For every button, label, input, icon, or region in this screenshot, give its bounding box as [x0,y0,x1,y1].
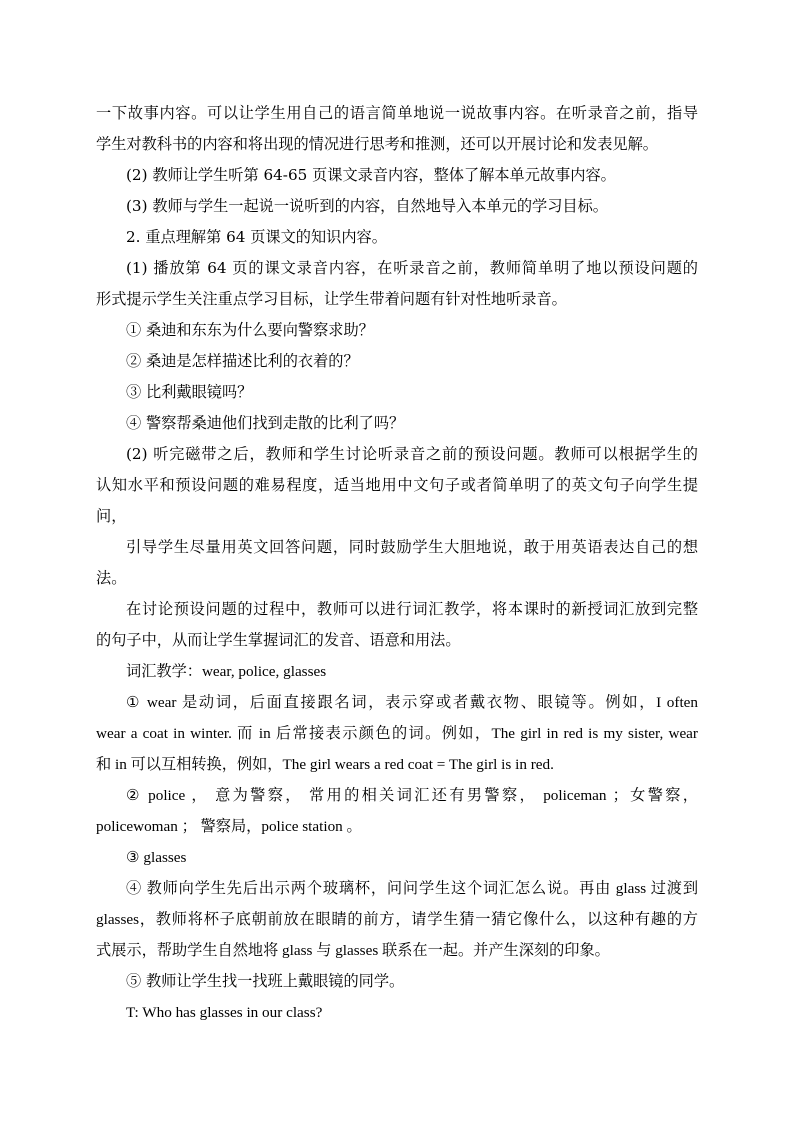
glasses-explanation-line-1: ④ 教师向学生先后出示两个玻璃杯，问问学生这个词汇怎么说。再由 glass 过渡到 [126,880,698,897]
section-2-heading: 2. 重点理解第 64 页课文的知识内容。 [126,228,387,246]
wear-explanation-line-2: wear a coat in winter. 而 in 后常接表示颜色的词。例如，The girl in red is my sister, wear [96,725,698,742]
teacher-question-line: T: Who has glasses in our class? [126,1004,323,1021]
question-1: ① 桑迪和东东为什么要向警察求助？ [126,321,374,339]
after-listening-line-2: 认知水平和预设问题的难易程度，适当地用中文句子或者简单明了的英文句子向学生提 [96,476,698,494]
after-listening-line-3: 问， [96,507,127,525]
glasses-explanation-line-3: 式展示，帮助学生自然地将 glass 与 glasses 联系在一起。并产生深刻的印象。 [96,942,610,959]
question-2: ② 桑迪是怎样描述比利的衣着的？ [126,352,359,370]
after-listening-line-1: (2) 听完磁带之后，教师和学生讨论听录音之前的预设问题。教师可以根据学生的 [126,445,698,463]
guide-students-line-1: 引导学生尽量用英文回答问题，同时鼓励学生大胆地说，敢于用英语表达自己的想 [126,538,698,556]
document-page [96,98,698,1028]
police-explanation-line-2: policewoman ； 警察局，police station 。 [96,818,362,835]
wear-explanation-line-1: ① wear 是动词，后面直接跟名词，表示穿或者戴衣物、眼镜等。例如，I often [126,694,698,711]
paragraph-line-1: 一下故事内容。可以让学生用自己的语言简单地说一说故事内容。在听录音之前，指导 [96,104,698,122]
find-classmates-line: ⑤ 教师让学生找一找班上戴眼镜的同学。 [126,972,405,990]
vocabulary-heading: 词汇教学：wear, police, glasses [126,663,327,680]
vocab-teaching-line-1: 在讨论预设问题的过程中，教师可以进行词汇教学，将本课时的新授词汇放到完整 [126,600,698,618]
glasses-heading: ③ glasses [126,849,187,866]
play-recording-line-2: 形式提示学生关注重点学习目标，让学生带着问题有针对性地听录音。 [96,290,567,308]
step-3-discuss-line: (3) 教师与学生一起说一说听到的内容，自然地导入本单元的学习目标。 [126,197,608,215]
question-4: ④ 警察帮桑迪他们找到走散的比利了吗？ [126,414,405,432]
step-2-listen-line: (2) 教师让学生听第 64-65 页课文录音内容，整体了解本单元故事内容。 [126,166,616,184]
paragraph-line-2: 学生对教科书的内容和将出现的情况进行思考和推测，还可以开展讨论和发表见解。 [96,135,658,153]
glasses-explanation-line-2: glasses，教师将杯子底朝前放在眼睛的前方，请学生猜一猜它像什么，以这种有趣的方 [96,911,698,928]
vocab-teaching-line-2: 的句子中，从而让学生掌握词汇的发音、语意和用法。 [96,631,461,649]
guide-students-line-2: 法。 [96,569,127,587]
question-3: ③ 比利戴眼镜吗？ [126,383,253,401]
police-explanation-line-1: ② police ， 意为警察， 常用的相关词汇还有男警察， policeman ；女警察， [126,787,698,804]
play-recording-line-1: (1) 播放第 64 页的课文录音内容，在听录音之前，教师简单明了地以预设问题的 [126,259,698,277]
wear-explanation-line-3: 和 in 可以互相转换，例如，The girl wears a red coat = The girl is in red. [96,756,554,773]
